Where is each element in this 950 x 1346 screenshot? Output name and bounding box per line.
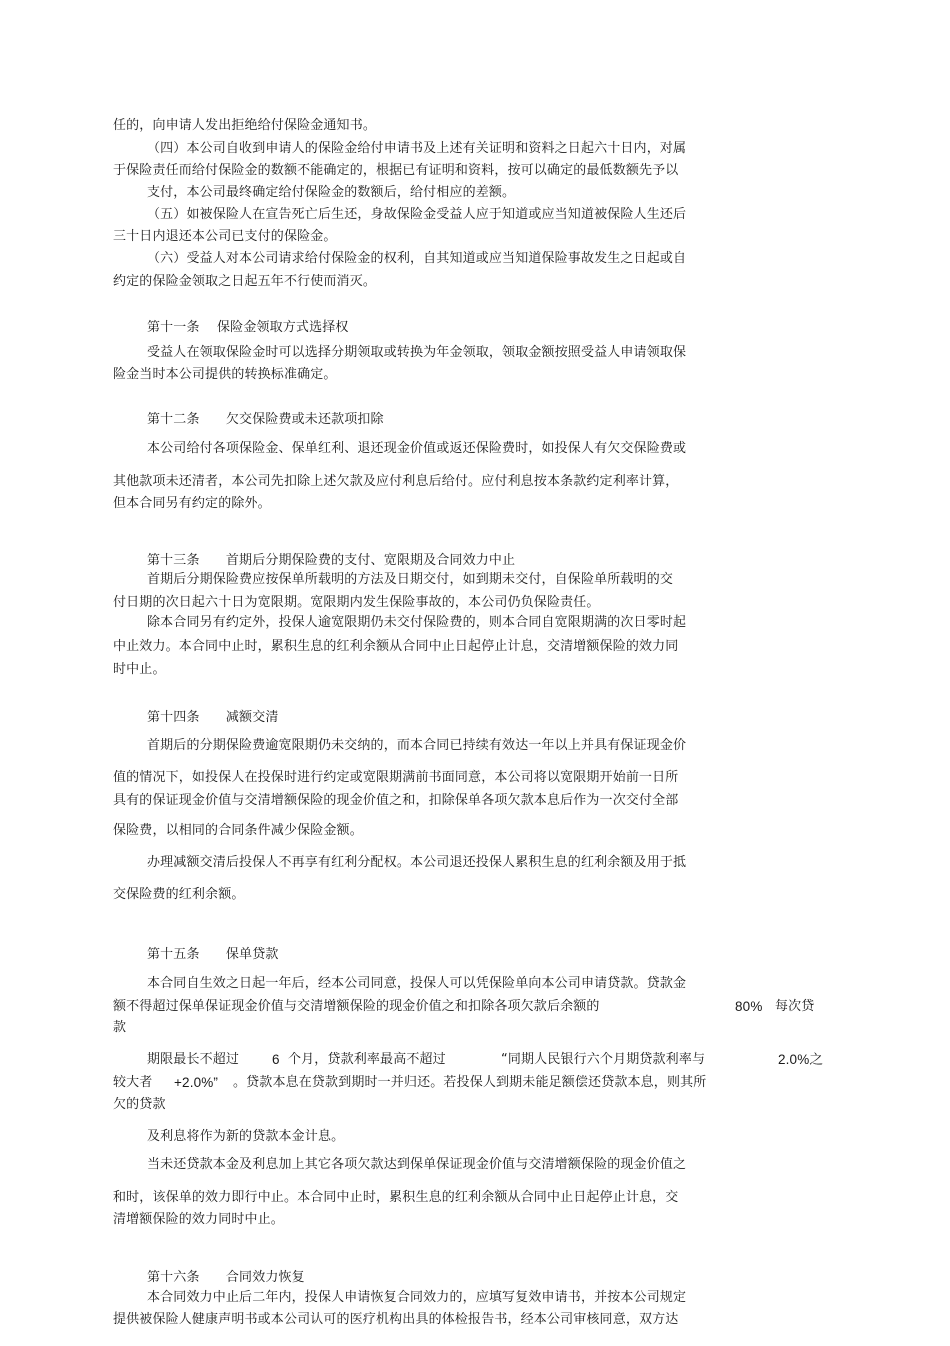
text-segment: “同期人民银行六个月期贷款利率与 <box>501 1052 706 1067</box>
article-heading: 第十二条 欠交保险费或未还款项扣除 <box>147 412 384 427</box>
article-heading: 第十四条 减额交清 <box>147 710 279 725</box>
text-line: 本合同效力中止后二年内，投保人申请恢复合同效力的，应填写复效申请书，并按本公司规定 <box>147 1290 687 1305</box>
text-segment: 每次贷 <box>775 999 815 1014</box>
text-line: （五）如被保险人在宣告死亡后生还，身故保险金受益人应于知道或应当知道被保险人生还后 <box>147 207 687 222</box>
text-line: 约定的保险金领取之日起五年不行使而消灭。 <box>113 274 377 289</box>
text-line: 首期后的分期保险费逾宽限期仍未交纳的，而本合同已持续有效达一年以上并具有保证现金价 <box>147 738 687 753</box>
percent-value: 2.0%之 <box>778 1052 824 1067</box>
text-line: 保险费，以相同的合同条件减少保险金额。 <box>113 823 363 838</box>
text-line: 受益人在领取保险金时可以选择分期领取或转换为年金领取，领取金额按照受益人申请领取保 <box>147 345 687 360</box>
text-line: 具有的保证现金价值与交清增额保险的现金价值之和，扣除保单各项欠款本息后作为一次交付全部 <box>113 793 679 808</box>
text-line: 本合同自生效之日起一年后，经本公司同意，投保人可以凭保险单向本公司申请贷款。贷款金 <box>147 976 687 991</box>
text-segment: 期限最长不超过 <box>147 1052 240 1067</box>
text-line: 但本合同另有约定的除外。 <box>113 496 271 511</box>
number-value: 6 <box>272 1052 280 1067</box>
text-line <box>113 999 600 1015</box>
text-line: 值的情况下，如投保人在投保时进行约定或宽限期满前书面同意，本公司将以宽限期开始前一日所 <box>113 770 679 785</box>
text-line: 付日期的次日起六十日为宽限期。宽限期内发生保险事故的，本公司仍负保险责任。 <box>113 595 600 610</box>
text-line: 提供被保险人健康声明书或本公司认可的医疗机构出具的体检报告书，经本公司审核同意，双方达 <box>113 1312 679 1327</box>
text-line: 险金当时本公司提供的转换标准确定。 <box>113 367 337 382</box>
text-line: 和时，该保单的效力即行中止。本合同中止时，累积生息的红利余额从合同中止日起停止计息，交 <box>113 1190 679 1205</box>
text-line: 除本合同另有约定外，投保人逾宽限期仍未交付保险费的，则本合同自宽限期满的次日零时起 <box>147 615 687 630</box>
percent-value: 80% <box>735 999 763 1014</box>
text-line: （六）受益人对本公司请求给付保险金的权利，自其知道或应当知道保险事故发生之日起或自 <box>147 251 687 266</box>
percent-value: +2.0%” <box>174 1075 219 1090</box>
text-line: 时中止。 <box>113 662 166 677</box>
text-segment: 。贷款本息在贷款到期时一并归还。若投保人到期未能足额偿还贷款本息，则其所 <box>233 1075 707 1090</box>
text-line: 清增额保险的效力同时中止。 <box>113 1212 284 1227</box>
article-heading: 第十六条 合同效力恢复 <box>147 1270 305 1285</box>
text-line: （四）本公司自收到申请人的保险金给付申请书及上述有关证明和资料之日起六十日内，对属 <box>147 141 687 156</box>
text-line: 中止效力。本合同中止时，累积生息的红利余额从合同中止日起停止计息，交清增额保险的效力同 <box>113 639 679 654</box>
text-line: 办理减额交清后投保人不再享有红利分配权。本公司退还投保人累积生息的红利余额及用于抵 <box>147 855 687 870</box>
text-line: 本公司给付各项保险金、保单红利、退还现金价值或返还保险费时，如投保人有欠交保险费或 <box>147 441 687 456</box>
text-line: 三十日内退还本公司已支付的保险金。 <box>113 229 337 244</box>
text-line: 支付，本公司最终确定给付保险金的数额后，给付相应的差额。 <box>147 185 516 200</box>
text-line: 交保险费的红利余额。 <box>113 887 245 902</box>
article-heading: 第十一条 保险金领取方式选择权 <box>147 320 349 335</box>
text-line: 于保险责任而给付保险金的数额不能确定的，根据已有证明和资料，按可以确定的最低数额先予以 <box>113 163 679 178</box>
article-heading: 第十五条 保单贷款 <box>147 947 279 962</box>
text-line: 当未还贷款本金及利息加上其它各项欠款达到保单保证现金价值与交清增额保险的现金价值之 <box>147 1157 687 1172</box>
text-line: 欠的贷款 <box>113 1097 166 1112</box>
text-line: 及利息将作为新的贷款本金计息。 <box>147 1129 345 1144</box>
text-line: 款 <box>113 1020 127 1035</box>
text-line: 首期后分期保险费应按保单所载明的方法及日期交付，如到期未交付，自保险单所载明的交 <box>147 572 674 587</box>
text-segment: 额不得超过保单保证现金价值与交清增额保险的现金价值之和扣除各项欠款后余额的 <box>113 999 600 1014</box>
text-line: 任的，向申请人发出拒绝给付保险金通知书。 <box>113 118 377 133</box>
text-line: 其他款项未还清者，本公司先扣除上述欠款及应付利息后给付。应付利息按本条款约定利率计算， <box>113 474 679 489</box>
article-heading: 第十三条 首期后分期保险费的支付、宽限期及合同效力中止 <box>147 553 516 568</box>
text-segment: 个月，贷款利率最高不超过 <box>288 1052 446 1067</box>
text-segment: 较大者 <box>113 1075 153 1090</box>
